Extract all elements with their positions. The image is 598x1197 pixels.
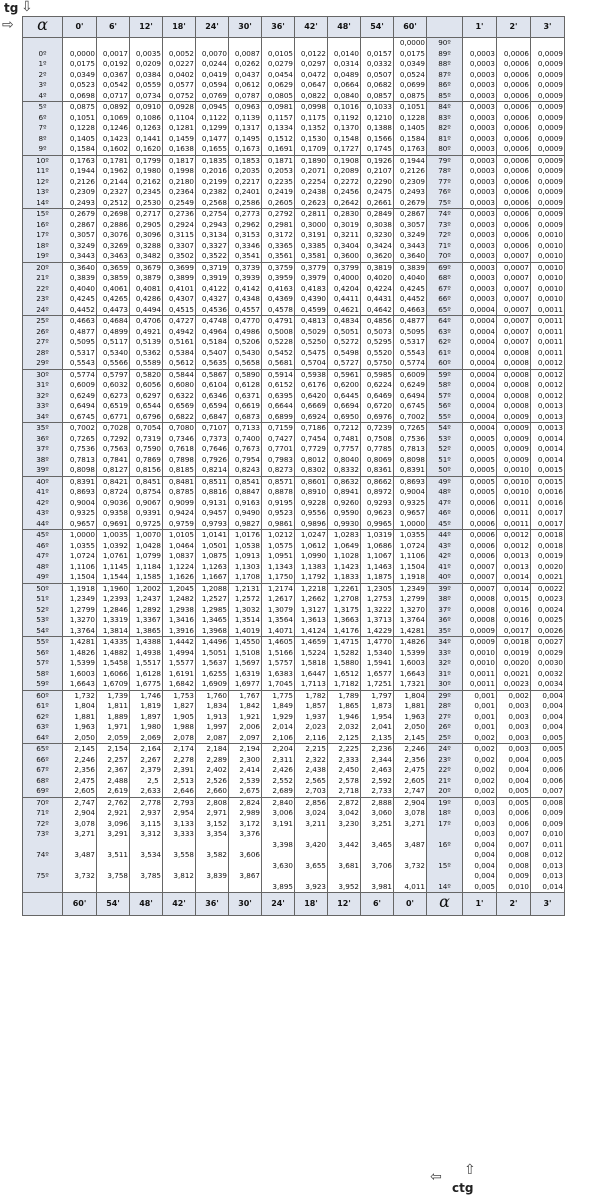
minute-header: 18' — [163, 17, 196, 38]
value-column: 2,793 2,954 3,133 3,333 3,558 3,812 — [163, 797, 196, 893]
angle-column: 55º 56º 57º 58º 59º — [23, 637, 63, 691]
value-column: 0,7212 0,7481 0,7757 0,8040 0,8332 — [328, 423, 361, 477]
minute-header: 54' — [361, 17, 394, 38]
value-column: 1,2088 1,2527 1,2985 1,3465 1,3968 — [196, 583, 229, 637]
tangent-table — [22, 16, 565, 916]
value-column: 0,7107 0,7373 0,7646 0,7926 0,8214 — [196, 423, 229, 477]
value-column: 0,7159 0,7427 0,7701 0,7983 0,8273 — [262, 423, 295, 477]
minute-footer: 42' — [163, 893, 196, 916]
correction-header: 3' — [531, 17, 565, 38]
value-column: 0,4877 0,5095 0,5317 0,5543 0,5774 — [394, 316, 427, 370]
table-row — [23, 423, 565, 477]
value-column: 0,1890 0,2071 0,2254 0,2438 0,2623 — [295, 155, 328, 209]
value-column: 0,3779 0,3979 0,4183 0,4390 0,4599 — [295, 262, 328, 316]
correction-column: 0,0008 0,0008 0,0008 0,0008 0,0009 — [497, 369, 531, 423]
angle-column: 20º 21º 22º 23º 24º — [23, 262, 63, 316]
value-column: 0,8481 0,8785 0,9099 0,9424 0,9759 — [163, 476, 196, 530]
value-column: 0,8662 0,8972 0,9293 0,9623 0,9965 — [361, 476, 394, 530]
value-column: 0,5797 0,6032 0,6273 0,6519 0,6771 — [97, 369, 130, 423]
value-column: 2,808 2,971 3,152 3,354 3,582 3,839 — [196, 797, 229, 893]
value-column: 1,746 1,819 1,897 1,980 2,069 — [130, 690, 163, 744]
value-column: 1,804 1,881 1,963 2,050 2,145 — [394, 690, 427, 744]
value-column: 1,4388 1,4938 1,5517 1,6128 1,6775 — [130, 637, 163, 691]
value-column: 0,6009 0,6249 0,6494 0,6745 0,7002 — [394, 369, 427, 423]
correction-column: 0,0010 0,0010 0,0011 0,0011 0,0011 — [497, 476, 531, 530]
value-column: 0,3819 0,4020 0,4224 0,4431 0,4642 — [361, 262, 394, 316]
minute-header: 36' — [262, 17, 295, 38]
correction-column: 0,0006 0,0006 0,0006 0,0006 0,0006 — [497, 155, 531, 209]
correction-column: 0,0004 0,0005 0,0005 0,0005 0,0005 — [463, 423, 497, 477]
correction-column: 0,0007 0,0007 0,0007 0,0008 0,0008 — [497, 316, 531, 370]
value-column: 0,4834 0,5051 0,5272 0,5498 0,5727 — [328, 316, 361, 370]
minute-footer: 0' — [394, 893, 427, 916]
co-angle-column: 79º 78º 77º 76º 75º — [427, 155, 463, 209]
value-column: 0,4663 0,4877 0,5095 0,5317 0,5543 — [63, 316, 97, 370]
tg-label: tg — [4, 1, 19, 15]
value-column: 2,236 2,344 2,463 2,592 2,733 — [361, 744, 394, 798]
value-column: 0,0105 0,0279 0,0454 0,0629 0,0805 — [262, 38, 295, 102]
value-column: 0,0122 0,0297 0,0472 0,0647 0,0822 — [295, 38, 328, 102]
value-column: 0,3679 0,3879 0,4081 0,4286 0,4494 — [130, 262, 163, 316]
empty-header — [427, 17, 463, 38]
correction-column: 0,0010 0,0010 0,0010 0,0010 0,0011 — [531, 262, 565, 316]
correction-column: 0,005 0,005 0,006 0,006 0,007 — [531, 744, 565, 798]
value-column: 2,154 2,257 2,367 2,488 2,619 — [97, 744, 130, 798]
value-column: 0,0928 0,1104 0,1281 0,1459 0,1638 — [163, 102, 196, 156]
correction-column: 0,0005 0,0005 0,0006 0,0006 0,0006 — [463, 476, 497, 530]
value-column: 2,174 2,278 2,391 2,513 2,646 — [163, 744, 196, 798]
minute-header: 42' — [295, 17, 328, 38]
value-column: 2,184 2,289 2,402 2,526 2,660 — [196, 744, 229, 798]
value-column: 0,1835 0,2016 0,2199 0,2382 0,2568 — [196, 155, 229, 209]
correction-footer: 2' — [497, 893, 531, 916]
value-column: 0,0981 0,1157 0,1334 0,1512 0,1691 — [262, 102, 295, 156]
table-row — [23, 476, 565, 530]
arrow-up-icon: ⇧ — [464, 1162, 476, 1178]
value-column: 0,2698 0,2886 0,3076 0,3269 0,3463 — [97, 209, 130, 263]
co-angle-column: 49º 48º 47º 46º 45º — [427, 476, 463, 530]
minute-header: 48' — [328, 17, 361, 38]
minute-footer: 6' — [361, 893, 394, 916]
angle-column: 0º 1º 2º 3º 4º — [23, 38, 63, 102]
value-column: 1,732 1,804 1,881 1,963 2,050 — [63, 690, 97, 744]
co-angle-column: 90º 89º 88º 87º 86º 85º — [427, 38, 463, 102]
correction-column: 0,0009 0,0009 0,0009 0,0009 0,0010 — [497, 423, 531, 477]
ctg-label: ctg — [452, 1181, 474, 1195]
correction-column: 0,0003 0,0003 0,0003 0,0003 0,0004 — [463, 262, 497, 316]
correction-column: 0,0009 0,0010 0,0010 0,0011 0,0011 — [463, 637, 497, 691]
value-column: 0,1817 0,1998 0,2180 0,2364 0,2549 — [163, 155, 196, 209]
table-row — [23, 209, 565, 263]
correction-column: 0,0009 0,0009 0,0009 0,0009 0,0009 — [531, 155, 565, 209]
value-column: 0,0892 0,1069 0,1246 0,1423 0,1602 — [97, 102, 130, 156]
table-row — [23, 38, 565, 102]
value-column: 0,0945 0,1122 0,1299 0,1477 0,1655 — [196, 102, 229, 156]
minute-footer: 24' — [262, 893, 295, 916]
table-row — [23, 797, 565, 893]
value-column: 0,1944 0,2126 0,2309 0,2493 0,2679 — [394, 155, 427, 209]
correction-header: 2' — [497, 17, 531, 38]
value-column: 0,7028 0,7292 0,7563 0,7841 0,8127 — [97, 423, 130, 477]
value-column: 0,2736 0,2924 0,3115 0,3307 0,3502 — [163, 209, 196, 263]
value-column: 1,4550 1,5108 1,5697 1,6319 1,6977 — [229, 637, 262, 691]
value-column: 2,225 2,333 2,450 2,578 2,718 — [328, 744, 361, 798]
footer-row — [23, 893, 565, 916]
value-column: 0,3739 0,3939 0,4142 0,4348 0,4557 — [229, 262, 262, 316]
correction-column: 0,0018 0,0019 0,0020 0,0021 0,0023 — [497, 637, 531, 691]
value-column: 2,840 3,006 3,191 3,398 3,630 3,895 — [262, 797, 295, 893]
value-column: 0,5867 0,6104 0,6346 0,6594 0,6847 — [196, 369, 229, 423]
value-column: 0,4813 0,5029 0,5250 0,5475 0,5704 — [295, 316, 328, 370]
value-column: 0,4770 0,4986 0,5206 0,5430 0,5658 — [229, 316, 262, 370]
minute-footer: 36' — [196, 893, 229, 916]
value-column: 1,0105 1,0464 1,0837 1,1224 1,1626 — [163, 530, 196, 584]
value-column: 1,4442 1,4994 1,5577 1,6191 1,6842 — [163, 637, 196, 691]
value-column: 0,3799 0,4000 0,4204 0,4411 0,4621 — [328, 262, 361, 316]
alpha-symbol: α — [439, 892, 450, 912]
correction-column: 0,0003 0,0003 0,0003 0,0003 0,0003 — [463, 38, 497, 102]
table-row — [23, 744, 565, 798]
co-angle-column: 84º 83º 82º 81º 80º — [427, 102, 463, 156]
minute-footer: 12' — [328, 893, 361, 916]
co-angle-column: 59º 58º 57º 56º 55º — [427, 369, 463, 423]
correction-column: 0,0014 0,0015 0,0016 0,0016 0,0017 — [497, 583, 531, 637]
value-column: 0,2830 0,3019 0,3211 0,3404 0,3600 — [328, 209, 361, 263]
value-column: 0,7265 0,7536 0,7813 0,8098 0,8391 — [394, 423, 427, 477]
table-row — [23, 637, 565, 691]
value-column: 1,2305 1,2753 1,3222 1,3713 1,4229 — [361, 583, 394, 637]
value-column: 2,747 2,904 3,078 3,271 3,487 3,732 — [63, 797, 97, 893]
angle-column: 25º 26º 27º 28º 29º — [23, 316, 63, 370]
value-column: 1,0212 1,0575 1,0951 1,1343 1,1750 — [262, 530, 295, 584]
value-column: 1,2218 1,2662 1,3127 1,3613 1,4124 — [295, 583, 328, 637]
correction-column: 0,0009 0,0009 0,0009 0,0009 0,0009 — [531, 38, 565, 102]
header-row — [23, 17, 565, 38]
value-column: 1,4335 1,4882 1,5458 1,6066 1,6709 — [97, 637, 130, 691]
correction-footer: 1' — [463, 893, 497, 916]
value-column: 2,824 2,989 3,172 3,376 3,606 3,867 — [229, 797, 262, 893]
value-column: 0,7054 0,7319 0,7590 0,7869 0,8156 — [130, 423, 163, 477]
correction-column: 0,0011 0,0011 0,0011 0,0011 0,0012 — [531, 316, 565, 370]
value-column: 2,204 2,311 2,426 2,552 2,689 — [262, 744, 295, 798]
value-column: 1,0141 1,0501 1,0875 1,1263 1,1667 — [196, 530, 229, 584]
value-column: 0,5774 0,6009 0,6249 0,6494 0,6745 — [63, 369, 97, 423]
value-column: 0,0070 0,0244 0,0419 0,0594 0,0769 — [196, 38, 229, 102]
minute-header: 6' — [97, 17, 130, 38]
value-column: 1,760 1,834 1,913 1,997 2,087 — [196, 690, 229, 744]
value-column: 0,7239 0,7508 0,7785 0,8069 0,8361 — [361, 423, 394, 477]
correction-column: 0,001 0,001 0,001 0,001 0,002 — [463, 690, 497, 744]
minute-footer: 54' — [97, 893, 130, 916]
alpha-symbol: α — [37, 16, 48, 35]
value-column: 1,2349 1,2799 1,3270 1,3764 1,4281 — [394, 583, 427, 637]
value-column: 0,0910 0,1086 0,1263 0,1441 0,1620 — [130, 102, 163, 156]
table-row — [23, 690, 565, 744]
correction-column: 0,0003 0,0003 0,0003 0,0003 0,0003 — [463, 209, 497, 263]
table-row — [23, 155, 565, 209]
value-column: 0,5890 0,6128 0,6371 0,6619 0,6873 — [229, 369, 262, 423]
value-column: 1,4715 1,5282 1,5880 1,6512 1,7182 — [328, 637, 361, 691]
value-column: 0,0000 0,0175 0,0349 0,0523 0,0698 — [63, 38, 97, 102]
value-column: 1,0176 1,0538 1,0913 1,1303 1,1708 — [229, 530, 262, 584]
co-angle-column: 34º 33º 32º 31º 30º — [427, 637, 463, 691]
correction-column: 0,0003 0,0003 0,0003 0,0003 0,0003 — [463, 155, 497, 209]
value-column: 0,5820 0,6056 0,6297 0,6544 0,6796 — [130, 369, 163, 423]
value-column: 0,0052 0,0227 0,0402 0,0577 0,0752 — [163, 38, 196, 102]
value-column: 2,762 2,921 3,096 3,291 3,511 3,758 — [97, 797, 130, 893]
value-column: 0,2717 0,2905 0,3096 0,3288 0,3482 — [130, 209, 163, 263]
minute-header: 30' — [229, 17, 262, 38]
value-column: 2,778 2,937 3,115 3,312 3,534 3,785 — [130, 797, 163, 893]
value-column: 0,1853 0,2035 0,2217 0,2401 0,2586 — [229, 155, 262, 209]
value-column: 1,2261 1,2708 1,3175 1,3663 1,4176 — [328, 583, 361, 637]
value-column: 1,797 1,873 1,954 2,041 2,135 — [361, 690, 394, 744]
value-column: 1,0070 1,0428 1,0799 1,1184 1,1585 — [130, 530, 163, 584]
value-column: 1,4281 1,4826 1,5399 1,6003 1,6643 — [63, 637, 97, 691]
value-column: 0,3719 0,3919 0,4122 0,4327 0,4536 — [196, 262, 229, 316]
value-column: 0,3699 0,3899 0,4101 0,4307 0,4515 — [163, 262, 196, 316]
co-angle-column: 54º 53º 52º 51º 50º — [427, 423, 463, 477]
minute-footer: 30' — [229, 893, 262, 916]
minute-header: 60' — [394, 17, 427, 38]
angle-column: 10º 11º 12º 13º 14º — [23, 155, 63, 209]
value-column: 1,4826 1,5399 1,6003 1,6643 1,7321 — [394, 637, 427, 691]
correction-column: 0,0003 0,0003 0,0003 0,0003 0,0003 — [463, 102, 497, 156]
minute-footer: 48' — [130, 893, 163, 916]
value-column: 0,2679 0,2867 0,3057 0,3249 0,3443 — [63, 209, 97, 263]
value-column: 0,3759 0,3959 0,4163 0,4369 0,4578 — [262, 262, 295, 316]
value-column: 1,2002 1,2437 1,2892 1,3367 1,3865 — [130, 583, 163, 637]
value-column: 0,3659 0,3859 0,4061 0,4265 0,4473 — [97, 262, 130, 316]
angle-column: 60º 61º 62º 63º 64º — [23, 690, 63, 744]
alpha-header — [23, 17, 63, 38]
value-column: 1,0247 1,0612 1,0990 1,1383 1,1792 — [295, 530, 328, 584]
value-column: 0,4856 0,5073 0,5295 0,5520 0,5750 — [361, 316, 394, 370]
co-angle-column: 29º 28º 27º 26º 25º — [427, 690, 463, 744]
value-column: 0,7133 0,7400 0,7673 0,7954 0,8243 — [229, 423, 262, 477]
value-column: 0,0140 0,0314 0,0489 0,0664 0,0840 — [328, 38, 361, 102]
value-column: 0,8391 0,8693 0,9004 0,9325 0,9657 — [63, 476, 97, 530]
minute-footer: 60' — [63, 893, 97, 916]
value-column: 0,2773 0,2962 0,3153 0,3346 0,3541 — [229, 209, 262, 263]
value-column: 1,789 1,865 1,946 2,032 2,125 — [328, 690, 361, 744]
value-column: 0,7002 0,7265 0,7536 0,7813 0,8098 — [63, 423, 97, 477]
value-column: 1,2045 1,2482 1,2938 1,3416 1,3916 — [163, 583, 196, 637]
co-angle-column: 24º 23º 22º 21º 20º — [427, 744, 463, 798]
correction-column: 0,0007 0,0008 0,0008 0,0008 0,0009 — [463, 583, 497, 637]
value-column: 2,904 3,078 3,271 3,487 3,732 4,011 — [394, 797, 427, 893]
value-column: 2,145 2,246 2,356 2,475 2,605 — [63, 744, 97, 798]
minute-header: 0' — [63, 17, 97, 38]
value-column: 2,194 2,300 2,414 2,539 2,675 — [229, 744, 262, 798]
value-column: 1,0319 1,0686 1,1067 1,1463 1,1875 — [361, 530, 394, 584]
value-column: 0,8693 0,9004 0,9325 0,9657 1,0000 — [394, 476, 427, 530]
value-column: 0,5914 0,6152 0,6395 0,6644 0,6899 — [262, 369, 295, 423]
correction-column: 0,0012 0,0012 0,0012 0,0013 0,0013 — [531, 369, 565, 423]
value-column: 0,7080 0,7346 0,7618 0,7898 0,8185 — [163, 423, 196, 477]
correction-column: 0,0012 0,0012 0,0013 0,0013 0,0014 — [497, 530, 531, 584]
value-column: 0,1051 0,1228 0,1405 0,1584 0,1763 — [394, 102, 427, 156]
value-column: 1,2174 1,2617 1,3079 1,3564 1,4071 — [262, 583, 295, 637]
correction-column: 0,0015 0,0016 0,0016 0,0017 0,0017 — [531, 476, 565, 530]
co-angle-column: 39º 38º 37º 36º 35º — [427, 583, 463, 637]
arrow-down-icon: ⇩ — [21, 0, 33, 15]
value-column: 1,4659 1,5224 1,5818 1,6447 1,7113 — [295, 637, 328, 691]
value-column: 0,3640 0,3839 0,4040 0,4245 0,4452 — [63, 262, 97, 316]
correction-footer: 3' — [531, 893, 565, 916]
correction-column: 0,0009 0,0009 0,0010 0,0010 0,0010 — [531, 209, 565, 263]
value-column: 0,8601 0,8910 0,9228 0,9556 0,9896 — [295, 476, 328, 530]
value-column: 0,0963 0,1139 0,1317 0,1495 0,1673 — [229, 102, 262, 156]
value-column: 0,1016 0,1192 0,1370 0,1548 0,1727 — [328, 102, 361, 156]
value-column: 0,4748 0,4964 0,5184 0,5407 0,5635 — [196, 316, 229, 370]
table-row — [23, 530, 565, 584]
value-column: 1,753 1,827 1,905 1,988 2,078 — [163, 690, 196, 744]
correction-column: 0,004 0,004 0,004 0,004 0,005 — [531, 690, 565, 744]
value-column: 0,8571 0,8878 0,9195 0,9523 0,9861 — [262, 476, 295, 530]
correction-column: 0,008 0,009 0,009 0,010 0,011 0,012 0,013 0,013 0,014 — [531, 797, 565, 893]
co-angle-column: 44º 43º 42º 41º 40º — [427, 530, 463, 584]
value-column: 0,5938 0,6176 0,6420 0,6669 0,6924 — [295, 369, 328, 423]
value-column: 0,0157 0,0332 0,0507 0,0682 0,0857 — [361, 38, 394, 102]
value-column: 0,5844 0,6080 0,6322 0,6569 0,6822 — [163, 369, 196, 423]
value-column: 0,2754 0,2943 0,3134 0,3327 0,3522 — [196, 209, 229, 263]
value-column: 2,856 3,024 3,211 3,420 3,655 3,923 — [295, 797, 328, 893]
value-column: 0,2849 0,3038 0,3230 0,3424 0,3620 — [361, 209, 394, 263]
correction-column: 0,0007 0,0007 0,0007 0,0007 0,0007 — [497, 262, 531, 316]
value-column: 0,8632 0,8941 0,9260 0,9590 0,9930 — [328, 476, 361, 530]
angle-column: 65º 66º 67º 68º 69º — [23, 744, 63, 798]
value-column: 0,1908 0,2089 0,2272 0,2456 0,2642 — [328, 155, 361, 209]
arrow-left-icon: ⇦ — [430, 1169, 442, 1185]
value-column: 0,5985 0,6224 0,6469 0,6720 0,6976 — [361, 369, 394, 423]
value-column: 0,0000 0,0175 0,0349 0,0524 0,0699 0,0875 — [394, 38, 427, 102]
value-column: 1,4605 1,5166 1,5757 1,6383 1,7045 — [262, 637, 295, 691]
value-column: 0,0017 0,0192 0,0367 0,0542 0,0717 — [97, 38, 130, 102]
co-angle-column: 19º 18º 17º 16º 15º 14º — [427, 797, 463, 893]
angle-column: 5º 6º 7º 8º 9º — [23, 102, 63, 156]
angle-column: 30º 31º 32º 33º 34º — [23, 369, 63, 423]
value-column: 0,4684 0,4899 0,5117 0,5340 0,5566 — [97, 316, 130, 370]
value-column: 2,215 2,322 2,438 2,565 2,703 — [295, 744, 328, 798]
correction-column: 0,0006 0,0006 0,0006 0,0006 0,0006 — [497, 38, 531, 102]
correction-column: 0,005 0,006 0,006 0,007 0,007 0,008 0,008 0,009 0,010 — [497, 797, 531, 893]
value-column: 0,3839 0,4040 0,4245 0,4452 0,4663 — [394, 262, 427, 316]
value-column: 0,0998 0,1175 0,1352 0,1530 0,1709 — [295, 102, 328, 156]
value-column: 1,1960 1,2393 1,2846 1,3319 1,3814 — [97, 583, 130, 637]
value-column: 0,5961 0,6200 0,6445 0,6694 0,6950 — [328, 369, 361, 423]
co-angle-column: 69º 68º 67º 66º 65º — [427, 262, 463, 316]
value-column: 0,4791 0,5008 0,5228 0,5452 0,5681 — [262, 316, 295, 370]
value-column: 0,8541 0,8847 0,9163 0,9490 0,9827 — [229, 476, 262, 530]
minute-header: 24' — [196, 17, 229, 38]
value-column: 0,8451 0,8754 0,9067 0,9391 0,9725 — [130, 476, 163, 530]
table-row — [23, 102, 565, 156]
minute-footer: 18' — [295, 893, 328, 916]
value-column: 0,4727 0,4942 0,5161 0,5384 0,5612 — [163, 316, 196, 370]
correction-column: 0,0004 0,0004 0,0004 0,0004 0,0004 — [463, 369, 497, 423]
value-column: 0,4706 0,4921 0,5139 0,5362 0,5589 — [130, 316, 163, 370]
value-column: 2,164 2,267 2,379 2,5 2,633 — [130, 744, 163, 798]
value-column: 1,739 1,811 1,889 1,971 2,059 — [97, 690, 130, 744]
angle-column: 15º 16º 17º 18º 19º — [23, 209, 63, 263]
correction-column: 0,0006 0,0006 0,0006 0,0006 0,0007 — [497, 209, 531, 263]
value-column: 1,0000 1,0355 1,0724 1,1106 1,1504 — [63, 530, 97, 584]
value-column: 0,1781 0,1962 0,2144 0,2327 0,2512 — [97, 155, 130, 209]
value-column: 0,0087 0,0262 0,0437 0,0612 0,0787 — [229, 38, 262, 102]
value-column: 1,0355 1,0724 1,1106 1,1504 1,1918 — [394, 530, 427, 584]
table-row — [23, 262, 565, 316]
correction-column: 0,0006 0,0006 0,0006 0,0006 0,0006 — [497, 102, 531, 156]
correction-header: 1' — [463, 17, 497, 38]
value-column: 0,8421 0,8724 0,9036 0,9358 0,9691 — [97, 476, 130, 530]
correction-column: 0,003 0,003 0,003 0,003 0,004 0,004 0,004 0,004 0,005 — [463, 797, 497, 893]
value-column: 1,4770 1,5340 1,5941 1,6577 1,7251 — [361, 637, 394, 691]
value-column: 1,0035 1,0392 1,0761 1,1145 1,1544 — [97, 530, 130, 584]
correction-column: 0,002 0,002 0,002 0,002 0,002 — [463, 744, 497, 798]
value-column: 1,0283 1,0649 1,1028 1,1423 1,1833 — [328, 530, 361, 584]
value-column: 0,1871 0,2053 0,2235 0,2419 0,2605 — [262, 155, 295, 209]
table-row — [23, 369, 565, 423]
correction-column: 0,0027 0,0029 0,0030 0,0032 0,0034 — [531, 637, 565, 691]
value-column: 0,2792 0,2981 0,3172 0,3365 0,3561 — [262, 209, 295, 263]
angle-column: 45º 46º 47º 48º 49º — [23, 530, 63, 584]
correction-column: 0,0009 0,0009 0,0009 0,0009 0,0009 — [531, 102, 565, 156]
co-angle-column: 64º 63º 62º 61º 60º — [427, 316, 463, 370]
value-column: 1,2131 1,2572 1,3032 1,3514 1,4019 — [229, 583, 262, 637]
value-column: 0,1033 0,1210 0,1388 0,1566 0,1745 — [361, 102, 394, 156]
value-column: 0,1763 0,1944 0,2126 0,2309 0,2493 — [63, 155, 97, 209]
table-row — [23, 583, 565, 637]
angle-column: 40º 41º 42º 43º 44º — [23, 476, 63, 530]
value-column: 0,7186 0,7454 0,7729 0,8012 0,8302 — [295, 423, 328, 477]
value-column: 0,2867 0,3057 0,3249 0,3443 0,3640 — [394, 209, 427, 263]
value-column: 1,4496 1,5051 1,5637 1,6255 1,6909 — [196, 637, 229, 691]
value-column: 1,782 1,857 1,937 2,023 2,116 — [295, 690, 328, 744]
angle-column: 35º 36º 37º 38º 39º — [23, 423, 63, 477]
value-column: 2,888 3,060 3,251 3,465 3,706 3,981 — [361, 797, 394, 893]
value-column: 2,246 2,356 2,475 2,605 2,747 — [394, 744, 427, 798]
correction-column: 0,0004 0,0004 0,0004 0,0004 0,0004 — [463, 316, 497, 370]
value-column: 1,1918 1,2349 1,2799 1,3270 1,3764 — [63, 583, 97, 637]
correction-column: 0,0018 0,0018 0,0019 0,0020 0,0021 — [531, 530, 565, 584]
arrow-right-icon: ⇨ — [2, 17, 14, 33]
co-angle-column: 74º 73º 72º 71º 70º — [427, 209, 463, 263]
value-column: 0,0875 0,1051 0,1228 0,1405 0,1584 — [63, 102, 97, 156]
value-column: 0,1926 0,2107 0,2290 0,2475 0,2661 — [361, 155, 394, 209]
value-column: 0,8511 0,8816 0,9131 0,9457 0,9793 — [196, 476, 229, 530]
table-row — [23, 316, 565, 370]
value-column: 0,1799 0,1980 0,2162 0,2345 0,2530 — [130, 155, 163, 209]
angle-column: 50º 51º 52º 53º 54º — [23, 583, 63, 637]
value-column: 1,767 1,842 1,921 2,006 2,097 — [229, 690, 262, 744]
minute-header: 12' — [130, 17, 163, 38]
empty-footer — [23, 893, 63, 916]
value-column: 0,2811 0,3000 0,3191 0,3385 0,3581 — [295, 209, 328, 263]
correction-column: 0,003 0,004 0,004 0,004 0,005 — [497, 744, 531, 798]
correction-column: 0,0022 0,0023 0,0024 0,0025 0,0026 — [531, 583, 565, 637]
correction-column: 0,002 0,003 0,003 0,003 0,003 — [497, 690, 531, 744]
correction-column: 0,0006 0,0006 0,0006 0,0007 0,0007 — [463, 530, 497, 584]
alpha-footer — [427, 893, 463, 916]
angle-column: 70º 71º 72º 73º 74º 75º — [23, 797, 63, 893]
value-column: 2,872 3,042 3,230 3,442 3,681 3,952 — [328, 797, 361, 893]
value-column: 1,775 1,849 1,929 2,014 2,106 — [262, 690, 295, 744]
value-column: 0,0035 0,0209 0,0384 0,0559 0,0734 — [130, 38, 163, 102]
correction-column: 0,0013 0,0014 0,0014 0,0014 0,0015 — [531, 423, 565, 477]
